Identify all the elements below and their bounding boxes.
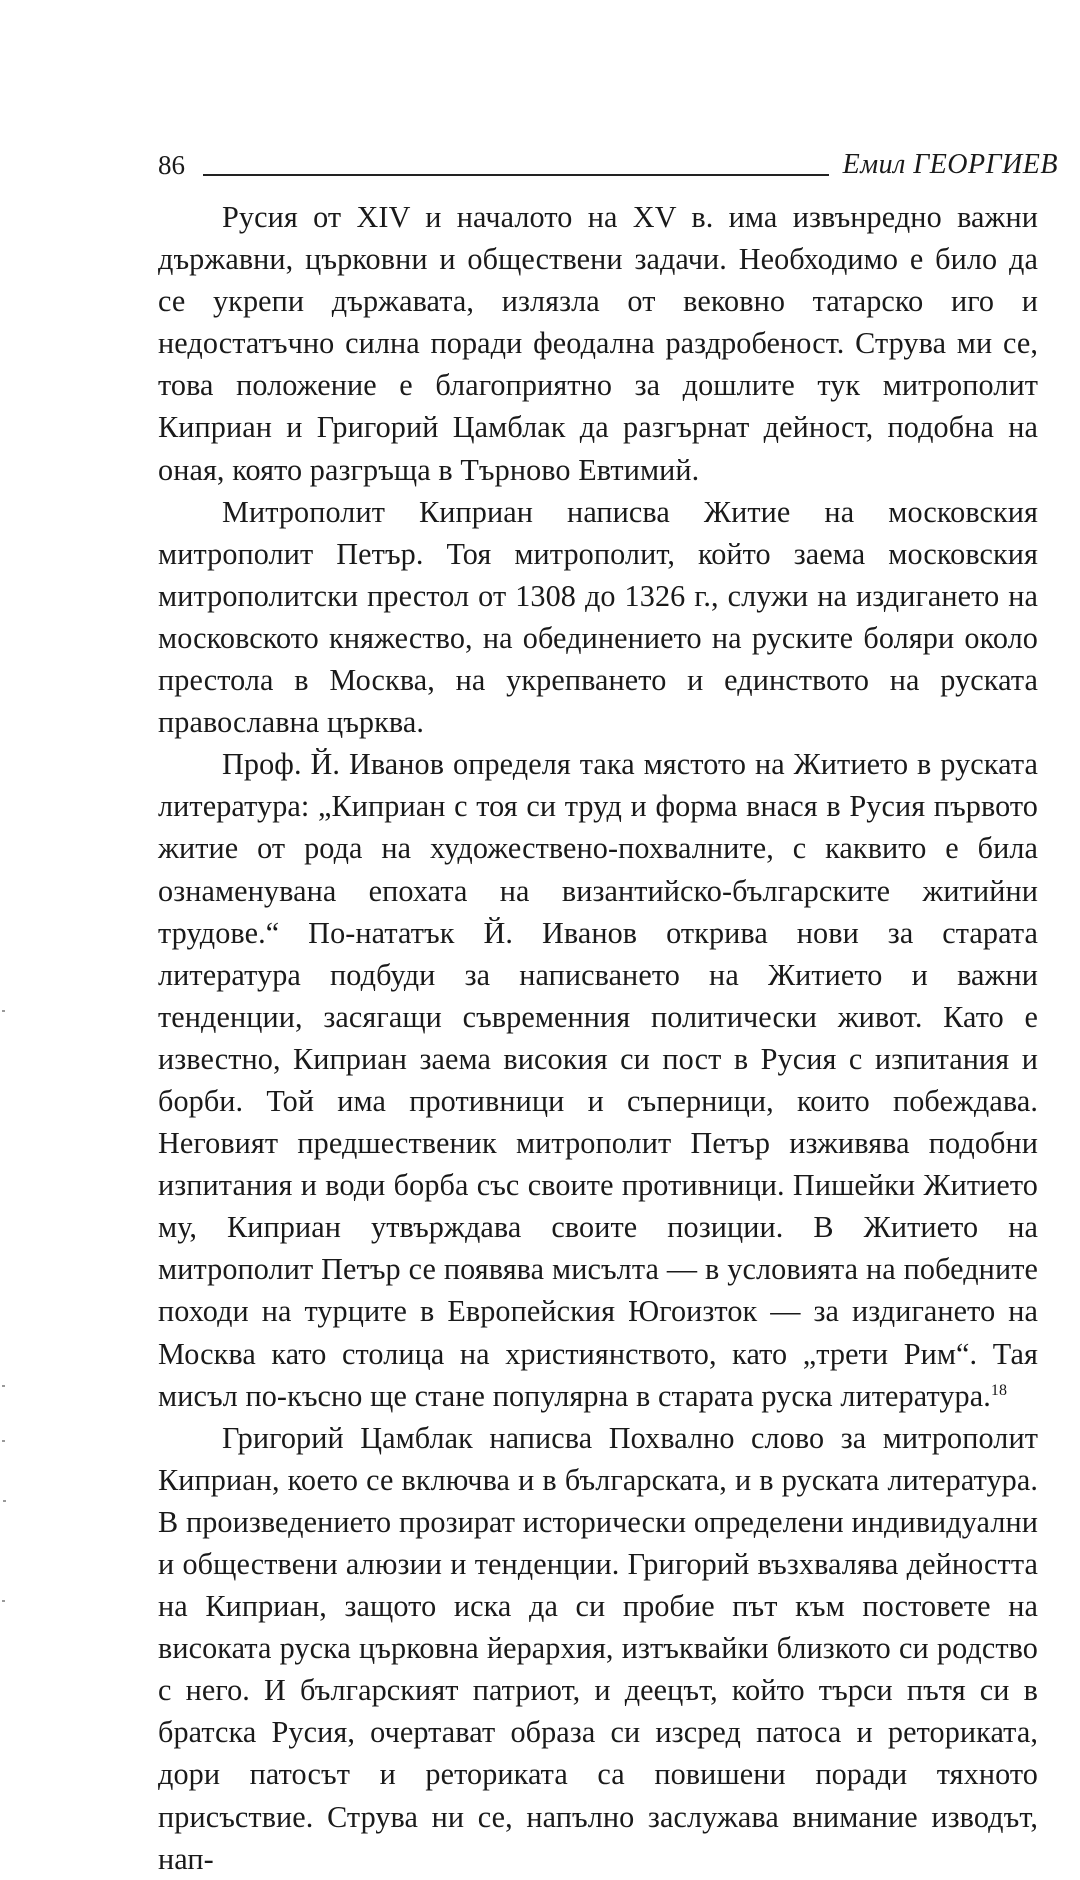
scan-speck [2,1385,5,1387]
paragraph-1 [158,196,1038,491]
running-head [158,140,1058,180]
scan-speck [2,1600,5,1602]
scan-speck [2,1440,5,1442]
footnote-reference[interactable]: 18 [990,1381,1008,1399]
header-rule [203,174,829,176]
running-head-author: Емил ГЕОРГИЕВ [842,149,1058,180]
paragraph-2-text: Митрополит Киприан написва Житие на московския митрополит Петър. Тоя митрополит, който заема московския митрополитски престол от 1308 до 1326 г., служи на издигането на московското княжество, на обединението на руските боляри около престола в Москва, на укрепването и единството на руската православна църква. [158,494,1038,740]
page-number: 86 [158,150,185,180]
paragraph-2 [158,491,1038,744]
paragraph-3-text: Проф. Й. Иванов определя така мястото на Житието в руската литература: „Киприан с тоя си труд и форма внася в Русия първото житие от рода на художествено-похвалните, с каквито е била ознаменувана епохата на византийско-българските житийни трудове.“ По-нататък Й. Иванов открива нови за старата литература подбуди за написването на Житието и важни тенденции, засягащи съвременния политически живот. Като е известно, Киприан заема високия си пост в Русия с изпитания и борби. Той има противници и съперници, които побеждава. Неговият предшественик митрополит Петър изживява подобни изпитания и води борба със своите противници. Пишейки Житието му, Киприан утвърждава своите позиции. В Житието на митрополит Петър се появява мисълта — в условията на победните походи на турците в Европейския Югоизток — за издигането на Москва като столица на християнството, като „трети Рим“. Тая мисъл по-късно ще стане популярна в старата руска литература. [158,747,1038,1413]
paragraph-4 [158,1417,1038,1880]
paragraph-1-text: Русия от XIV и началото на XV в. има извънредно важни държавни, църковни и обществени задачи. Необходимо е било да се укрепи държавата, излязла от вековно татарско иго и недостатъчно силна поради феодална раздробеност. Струва ми се, това положение е благоприятно за дошлите тук митрополит Киприан и Григорий Цамблак да разгърнат дейност, подобна на оная, която разгръща в Търново Евтимий. [158,200,1038,487]
scan-speck [2,1010,5,1012]
paragraph-4-text: Григорий Цамблак написва Похвално слово за митрополит Киприан, което се включва и в българската, и в руската литература. В произведението прозират исторически определени индивидуални и обществени алюзии и тенденции. Григорий възхвалява дейността на Киприан, защото иска да си пробие път към постовете на високата руска църковна йерархия, изтъквайки близкото си родство с него. И българският патриот, и деецът, който търси пътя си в братска Русия, очертават образа си изсред патоса и реториката, дори патосът и реториката са повишени поради тяхното присъствие. Струва ни се, напълно заслужава внимание изводът, нап- [158,1420,1038,1876]
paragraph-3 [158,743,1038,1417]
scan-speck [3,1500,6,1502]
body-text [158,196,1038,1880]
